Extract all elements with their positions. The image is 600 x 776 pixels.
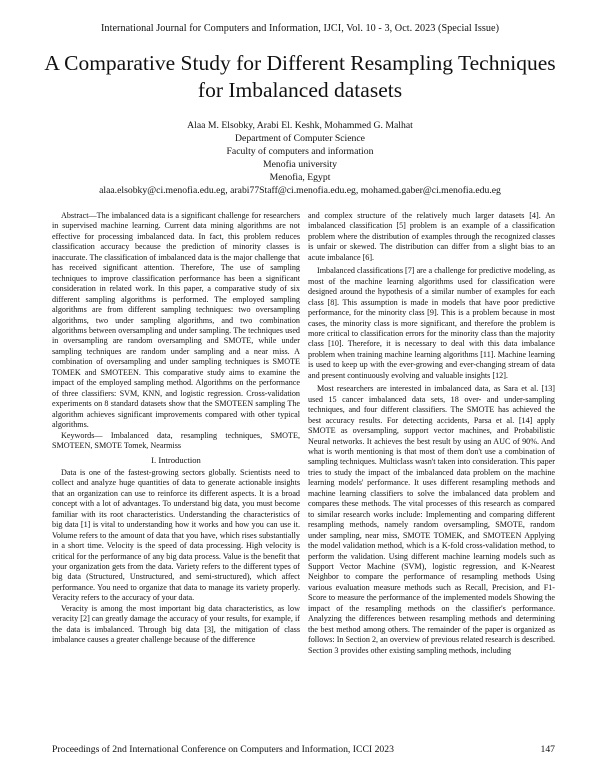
- page-number: 147: [540, 744, 555, 755]
- footer-conference: Proceedings of 2nd International Conference on Computers and Information, ICCI 2023: [52, 744, 394, 755]
- author-university: Menofia university: [263, 159, 337, 170]
- intro-paragraph-1: Data is one of the fastest-growing sectors globally. Scientists need to collect and analyze huge quantities of data to generate actionable insights that an organization can use to reinforce its different aspects. It is a broad concept with a lot of advantages. To understand big data, you must become familiar with its root characteristics. Understanding the characteristics of big data [1] is vital to understanding how it works and how you can use it. Volume refers to the amount of data that you have, which rises substantially in a short time. Velocity is the speed of data processing. High velocity is critical for the performance of any big data process. Value is the benefit that your organization gets from the data. Variety refers to the different types of big data (Structured, Unstructured, and semi-structured), which affect performance. You need to organize that data to manage its variety properly. Veracity refers to the accuracy of your data.: [52, 467, 300, 603]
- right-column: [308, 211, 555, 656]
- right-paragraph-1: and complex structure of the relatively much larger datasets [4]. An imbalanced classification [5] problem is an example of a classification problem where the distribution of examples through the recognized classes is unfair or skewed. The distribution can differ from a slight bias to an acute imbalance [6].: [308, 211, 555, 262]
- abstract: Abstract—The imbalanced data is a significant challenge for researchers in supervised machine learning. Current data mining algorithms are not effective for processing imbalanced data. In fact, this problem reduces classification accuracy because the prediction of minority classes is inaccurate. The classification of imbalanced data is the major challenge that has received significant attention. Therefore, The use of sampling techniques to improve classification performance has been a significant consideration in related work. In this paper, a comparative study of six different sampling algorithms is performed. The employed sampling algorithms are from different sampling techniques: two oversampling algorithms, two under sampling algorithms, and two combination algorithms between oversampling and under sampling. The techniques used in oversampling are random oversampling and SMOTE, while under sampling techniques are random under sampling and a near miss. A combination of oversampling and under sampling techniques is SMOTE TOMEK and SMOTEEN. This comparative study aims to examine the impact of the employed sampling method. Algorithms on the performance of three classifiers: SVM, KNN, and logistic regression. Cross-validation experiments on 8 standard datasets show that the SMOTEEN sampling The algorithm achieves significant improvements compared with other typical algorithms.: [52, 211, 300, 430]
- author-block: [0, 119, 600, 197]
- journal-header: International Journal for Computers and Information, IJCI, Vol. 10 - 3, Oct. 2023 (Special Issue): [100, 23, 500, 34]
- author-names: Alaa M. Elsobky, Arabi El. Keshk, Mohammed G. Malhat: [187, 120, 413, 131]
- paper-title: A Comparative Study for Different Resampling Techniques for Imbalanced datasets: [44, 51, 556, 102]
- author-department: Department of Computer Science: [235, 133, 365, 144]
- author-faculty: Faculty of computers and information: [226, 146, 374, 157]
- left-column: [52, 211, 300, 646]
- intro-paragraph-2: Veracity is among the most important big data characteristics, as low veracity [2] can greatly damage the accuracy of your results, for example, if the data is imbalanced. Through big data [3], the mitigation of class imbalance causes a greater challenge because of the difference: [52, 603, 300, 645]
- author-emails[interactable]: alaa.elsobky@ci.menofia.edu.eg, arabi77Staff@ci.menofia.edu.eg, mohamed.gaber@ci.menofia.edu.eg: [99, 185, 501, 196]
- keywords: Keywords— Imbalanced data, resampling techniques, SMOTE, SMOTEEN, SMOTE Tomek, Nearmiss: [52, 430, 300, 450]
- author-location: Menofia, Egypt: [269, 172, 331, 183]
- right-paragraph-2: Imbalanced classifications [7] are a challenge for predictive modeling, as most of the machine learning algorithms used for classification were designed around the hypothesis of a similar number of examples for each class [8]. This assumption is made in models that have poor predictive performance, for the minority class [9]. This is a problem because in most cases, the minority class is more significant, and therefore the problem is more critical to classification errors for the minority class than the majority class [10]. Therefore, it is necessary to deal with this data imbalance problem when training machine learning algorithms [11]. Machine learning is used to keep up with the ever-growing and ever-changing stream of data and present continuously evolving and valuable insights [12].: [308, 266, 555, 380]
- right-paragraph-3: Most researchers are interested in imbalanced data, as Sara et al. [13] used 15 cancer imbalanced data sets, 18 over- and under-sampling techniques, and four different classifiers. The SMOTE has achieved the best accuracy results. For detecting accidents, Parsa et al. [14] apply SMOTE as oversampling, support vector machines, and Probabilistic Neural networks. It achieves the best result by using an AUC of 90%. And what is worth mentioning is that most of them don't use a combination of sampling techniques. Multiclass wasn't taken into consideration. This paper tries to study the impact of the imbalanced data problem on the machine learning models' performance. It uses different resampling methods and machine learning classifiers to solve the imbalanced data problem and compares these methods. The vital processes of this research as compared to similar research works include: Implementing and comparing different resampling methods, namely random oversampling, SMOTE, random under sampling, near miss, SMOTE TOMEK, and SMOTEEN Applying the model validation method, which is a K-fold cross-validation method, to perform the validation. Using different machine learning models such as Support Vector Machine (SVM), logistic regression, and K-Nearest Neighbor to compare the performance of resampling methods Using various evaluation measure methods such as Recall, Precision, and F1-Score to measure the performance of the implemented models Showing the impact of the resampling methods on the classifier's performance. Analyzing the differences between resampling methods and determining the best method among others. The remainder of the paper is organized as follows: In Section 2, an overview of previous related research is described. Section 3 provides other existing sampling methods, including: [308, 384, 555, 655]
- section-title-introduction: I. Introduction: [151, 455, 201, 466]
